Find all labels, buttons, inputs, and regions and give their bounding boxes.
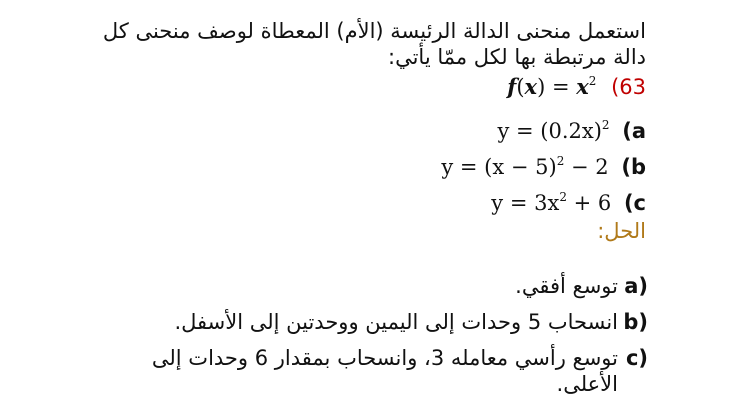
part-c bbox=[491, 190, 646, 216]
answer-b bbox=[174, 308, 648, 336]
question-number: (63 bbox=[611, 75, 646, 99]
part-b-expression: $y = (x - 5)^2 - 2$ bbox=[441, 154, 609, 179]
answer-c-text-line-2: الأعلى. bbox=[556, 372, 618, 396]
answer-a-text: توسع أفقي. bbox=[515, 274, 618, 298]
answer-a-label: a) bbox=[624, 274, 648, 298]
part-b bbox=[441, 154, 646, 180]
answer-a bbox=[515, 272, 648, 300]
answer-c-continuation bbox=[557, 370, 618, 398]
part-a bbox=[497, 118, 646, 144]
answer-b-label: b) bbox=[623, 310, 648, 334]
part-c-expression: $y = 3x^2 + 6$ bbox=[491, 190, 612, 215]
question-function-line bbox=[507, 74, 646, 100]
question-line-2: دالة مرتبطة بها لكل ممّا يأتي: bbox=[388, 45, 646, 69]
answer-b-text: انسحاب 5 وحدات إلى اليمين ووحدتين إلى الأسفل. bbox=[174, 310, 618, 334]
part-c-label: (c bbox=[623, 191, 646, 215]
part-a-label: (a bbox=[622, 119, 646, 143]
answer-c bbox=[151, 344, 648, 372]
part-b-label: (b bbox=[621, 155, 646, 179]
answer-c-label: c) bbox=[625, 346, 648, 370]
part-a-expression: $y = (0.2x)^2$ bbox=[497, 118, 610, 143]
solution-label: الحل: bbox=[597, 219, 646, 243]
answer-c-text-line-1: توسع رأسي معامله 3، وانسحاب بمقدار 6 وحدات إلى bbox=[151, 346, 618, 370]
parent-function: $f(x) = x^2$ bbox=[507, 74, 597, 99]
question-line-1: استعمل منحنى الدالة الرئيسة (الأم) المعطاة لوصف منحنى كل bbox=[102, 19, 646, 43]
